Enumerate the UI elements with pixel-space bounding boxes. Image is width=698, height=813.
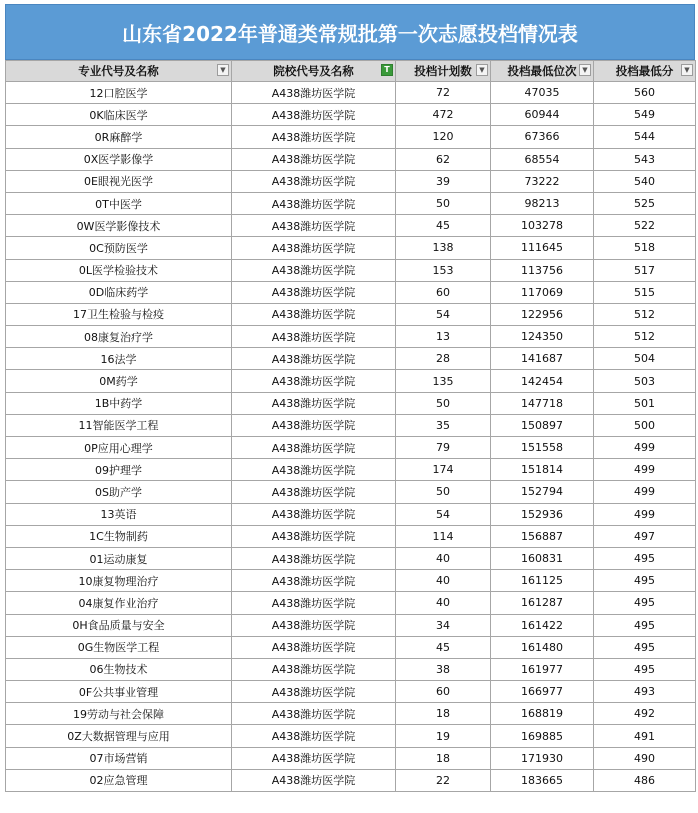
school-cell[interactable]: A438潍坊医学院 bbox=[232, 148, 396, 170]
sheet-title: 山东省2022年普通类常规批第一次志愿投档情况表 bbox=[5, 4, 695, 60]
min-score-cell[interactable]: 499 bbox=[594, 481, 696, 503]
major-cell[interactable]: 0S助产学 bbox=[6, 481, 232, 503]
plan-count-cell[interactable]: 13 bbox=[396, 326, 491, 348]
plan-count-cell[interactable]: 28 bbox=[396, 348, 491, 370]
school-cell[interactable]: A438潍坊医学院 bbox=[232, 570, 396, 592]
major-cell[interactable]: 16法学 bbox=[6, 348, 232, 370]
min-score-cell[interactable]: 493 bbox=[594, 681, 696, 703]
school-cell[interactable]: A438潍坊医学院 bbox=[232, 326, 396, 348]
filter-active-icon[interactable]: T bbox=[381, 64, 393, 76]
school-cell[interactable]: A438潍坊医学院 bbox=[232, 747, 396, 769]
min-score-cell[interactable]: 500 bbox=[594, 414, 696, 436]
school-cell[interactable]: A438潍坊医学院 bbox=[232, 259, 396, 281]
school-cell[interactable]: A438潍坊医学院 bbox=[232, 503, 396, 525]
school-cell[interactable]: A438潍坊医学院 bbox=[232, 614, 396, 636]
plan-count-cell[interactable]: 38 bbox=[396, 658, 491, 680]
min-rank-cell[interactable]: 113756 bbox=[491, 259, 594, 281]
table-row bbox=[6, 192, 696, 214]
school-cell[interactable]: A438潍坊医学院 bbox=[232, 681, 396, 703]
min-score-cell[interactable]: 495 bbox=[594, 636, 696, 658]
table-row bbox=[6, 414, 696, 436]
plan-count-cell[interactable]: 60 bbox=[396, 281, 491, 303]
table-row bbox=[6, 681, 696, 703]
min-rank-cell[interactable]: 161125 bbox=[491, 570, 594, 592]
major-cell[interactable]: 0D临床药学 bbox=[6, 281, 232, 303]
table-row bbox=[6, 170, 696, 192]
table-row bbox=[6, 592, 696, 614]
min-rank-cell[interactable]: 160831 bbox=[491, 547, 594, 569]
table-row bbox=[6, 525, 696, 547]
min-rank-cell[interactable]: 73222 bbox=[491, 170, 594, 192]
min-score-cell[interactable]: 491 bbox=[594, 725, 696, 747]
major-cell[interactable]: 0C预防医学 bbox=[6, 237, 232, 259]
school-cell[interactable]: A438潍坊医学院 bbox=[232, 437, 396, 459]
school-cell[interactable]: A438潍坊医学院 bbox=[232, 82, 396, 104]
table-row bbox=[6, 259, 696, 281]
min-rank-cell[interactable]: 169885 bbox=[491, 725, 594, 747]
major-cell[interactable]: 0T中医学 bbox=[6, 192, 232, 214]
plan-count-cell[interactable]: 19 bbox=[396, 725, 491, 747]
min-score-cell[interactable]: 495 bbox=[594, 614, 696, 636]
min-rank-cell[interactable]: 142454 bbox=[491, 370, 594, 392]
school-cell[interactable]: A438潍坊医学院 bbox=[232, 636, 396, 658]
school-cell[interactable]: A438潍坊医学院 bbox=[232, 592, 396, 614]
major-cell[interactable]: 04康复作业治疗 bbox=[6, 592, 232, 614]
school-cell[interactable]: A438潍坊医学院 bbox=[232, 192, 396, 214]
min-score-cell[interactable]: 486 bbox=[594, 769, 696, 791]
min-score-cell[interactable]: 499 bbox=[594, 459, 696, 481]
table-row bbox=[6, 104, 696, 126]
major-column-header bbox=[6, 61, 232, 82]
plan-count-cell[interactable]: 40 bbox=[396, 592, 491, 614]
plan-count-cell[interactable]: 50 bbox=[396, 481, 491, 503]
table-row bbox=[6, 547, 696, 569]
min-rank-cell[interactable]: 166977 bbox=[491, 681, 594, 703]
min-rank-cell[interactable]: 152794 bbox=[491, 481, 594, 503]
major-cell[interactable]: 1C生物制药 bbox=[6, 525, 232, 547]
filter-dropdown-icon[interactable]: ▼ bbox=[217, 64, 229, 76]
min-rank-cell[interactable]: 161977 bbox=[491, 658, 594, 680]
major-cell[interactable]: 0L医学检验技术 bbox=[6, 259, 232, 281]
table-row bbox=[6, 437, 696, 459]
min-rank-cell[interactable]: 150897 bbox=[491, 414, 594, 436]
table-row bbox=[6, 614, 696, 636]
major-cell[interactable]: 0K临床医学 bbox=[6, 104, 232, 126]
school-cell[interactable]: A438潍坊医学院 bbox=[232, 769, 396, 791]
min-rank-cell[interactable]: 171930 bbox=[491, 747, 594, 769]
plan-count-cell[interactable]: 54 bbox=[396, 303, 491, 325]
min-score-cell[interactable]: 512 bbox=[594, 303, 696, 325]
min-score-cell[interactable]: 499 bbox=[594, 437, 696, 459]
min-score-cell[interactable]: 495 bbox=[594, 658, 696, 680]
min-score-cell[interactable]: 492 bbox=[594, 703, 696, 725]
table-row bbox=[6, 392, 696, 414]
major-cell[interactable]: 01运动康复 bbox=[6, 547, 232, 569]
min-rank-column-header bbox=[491, 61, 594, 82]
table-body bbox=[6, 82, 696, 792]
plan-count-cell[interactable]: 39 bbox=[396, 170, 491, 192]
min-rank-cell[interactable]: 161480 bbox=[491, 636, 594, 658]
major-cell[interactable]: 10康复物理治疗 bbox=[6, 570, 232, 592]
school-cell[interactable]: A438潍坊医学院 bbox=[232, 215, 396, 237]
filter-dropdown-icon[interactable]: ▼ bbox=[579, 64, 591, 76]
school-cell[interactable]: A438潍坊医学院 bbox=[232, 237, 396, 259]
table-row bbox=[6, 636, 696, 658]
table-row bbox=[6, 703, 696, 725]
school-cell[interactable]: A438潍坊医学院 bbox=[232, 481, 396, 503]
min-rank-cell[interactable]: 168819 bbox=[491, 703, 594, 725]
school-cell[interactable]: A438潍坊医学院 bbox=[232, 547, 396, 569]
table-row bbox=[6, 237, 696, 259]
min-rank-cell[interactable]: 67366 bbox=[491, 126, 594, 148]
min-score-cell[interactable]: 517 bbox=[594, 259, 696, 281]
header-row bbox=[6, 61, 696, 82]
plan-count-cell[interactable]: 79 bbox=[396, 437, 491, 459]
major-cell[interactable]: 08康复治疗学 bbox=[6, 326, 232, 348]
column-header-label: 投档计划数 bbox=[414, 64, 472, 78]
table-row bbox=[6, 215, 696, 237]
major-cell[interactable]: 0E眼视光医学 bbox=[6, 170, 232, 192]
table-row bbox=[6, 303, 696, 325]
major-cell[interactable]: 0M药学 bbox=[6, 370, 232, 392]
major-cell[interactable]: 06生物技术 bbox=[6, 658, 232, 680]
min-score-cell[interactable]: 499 bbox=[594, 503, 696, 525]
min-score-cell[interactable]: 495 bbox=[594, 570, 696, 592]
plan-count-cell[interactable]: 114 bbox=[396, 525, 491, 547]
min-rank-cell[interactable]: 122956 bbox=[491, 303, 594, 325]
table-row bbox=[6, 348, 696, 370]
table-row bbox=[6, 326, 696, 348]
school-cell[interactable]: A438潍坊医学院 bbox=[232, 392, 396, 414]
major-cell[interactable]: 0R麻醉学 bbox=[6, 126, 232, 148]
table-row bbox=[6, 725, 696, 747]
table-row bbox=[6, 281, 696, 303]
min-score-cell[interactable]: 503 bbox=[594, 370, 696, 392]
min-score-cell[interactable]: 522 bbox=[594, 215, 696, 237]
school-cell[interactable]: A438潍坊医学院 bbox=[232, 370, 396, 392]
column-header-label: 投档最低位次 bbox=[507, 64, 577, 78]
table-row bbox=[6, 503, 696, 525]
table-row bbox=[6, 126, 696, 148]
major-cell[interactable]: 02应急管理 bbox=[6, 769, 232, 791]
major-cell[interactable]: 0X医学影像学 bbox=[6, 148, 232, 170]
min-score-cell[interactable]: 540 bbox=[594, 170, 696, 192]
school-cell[interactable]: A438潍坊医学院 bbox=[232, 281, 396, 303]
plan-count-cell[interactable]: 35 bbox=[396, 414, 491, 436]
spreadsheet bbox=[5, 4, 695, 792]
school-cell[interactable]: A438潍坊医学院 bbox=[232, 348, 396, 370]
school-cell[interactable]: A438潍坊医学院 bbox=[232, 459, 396, 481]
plan-count-cell[interactable]: 18 bbox=[396, 703, 491, 725]
plan-count-cell[interactable]: 40 bbox=[396, 547, 491, 569]
school-cell[interactable]: A438潍坊医学院 bbox=[232, 725, 396, 747]
min-score-cell[interactable]: 512 bbox=[594, 326, 696, 348]
min-score-cell[interactable]: 515 bbox=[594, 281, 696, 303]
min-score-column-header bbox=[594, 61, 696, 82]
plan-count-cell[interactable]: 472 bbox=[396, 104, 491, 126]
major-cell[interactable]: 0Z大数据管理与应用 bbox=[6, 725, 232, 747]
major-cell[interactable]: 17卫生检验与检疫 bbox=[6, 303, 232, 325]
min-rank-cell[interactable]: 152936 bbox=[491, 503, 594, 525]
min-score-cell[interactable]: 497 bbox=[594, 525, 696, 547]
min-rank-cell[interactable]: 98213 bbox=[491, 192, 594, 214]
major-cell[interactable]: 07市场营销 bbox=[6, 747, 232, 769]
table-row bbox=[6, 570, 696, 592]
plan-count-cell[interactable]: 60 bbox=[396, 681, 491, 703]
plan-count-cell[interactable]: 34 bbox=[396, 614, 491, 636]
school-cell[interactable]: A438潍坊医学院 bbox=[232, 126, 396, 148]
table-row bbox=[6, 370, 696, 392]
plan-count-cell[interactable]: 40 bbox=[396, 570, 491, 592]
min-rank-cell[interactable]: 147718 bbox=[491, 392, 594, 414]
table-row bbox=[6, 658, 696, 680]
min-score-cell[interactable]: 543 bbox=[594, 148, 696, 170]
filter-dropdown-icon[interactable]: ▼ bbox=[476, 64, 488, 76]
min-rank-cell[interactable]: 151814 bbox=[491, 459, 594, 481]
major-cell[interactable]: 0F公共事业管理 bbox=[6, 681, 232, 703]
min-score-cell[interactable]: 495 bbox=[594, 547, 696, 569]
major-cell[interactable]: 12口腔医学 bbox=[6, 82, 232, 104]
school-cell[interactable]: A438潍坊医学院 bbox=[232, 414, 396, 436]
major-cell[interactable]: 0P应用心理学 bbox=[6, 437, 232, 459]
plan-count-cell[interactable]: 45 bbox=[396, 215, 491, 237]
min-score-cell[interactable]: 518 bbox=[594, 237, 696, 259]
school-cell[interactable]: A438潍坊医学院 bbox=[232, 525, 396, 547]
plan-count-cell[interactable]: 153 bbox=[396, 259, 491, 281]
min-score-cell[interactable]: 549 bbox=[594, 104, 696, 126]
plan-count-cell[interactable]: 72 bbox=[396, 82, 491, 104]
min-rank-cell[interactable]: 161287 bbox=[491, 592, 594, 614]
major-cell[interactable]: 1B中药学 bbox=[6, 392, 232, 414]
major-cell[interactable]: 19劳动与社会保障 bbox=[6, 703, 232, 725]
min-score-cell[interactable]: 490 bbox=[594, 747, 696, 769]
table-row bbox=[6, 481, 696, 503]
major-cell[interactable]: 11智能医学工程 bbox=[6, 414, 232, 436]
plan-count-cell[interactable]: 18 bbox=[396, 747, 491, 769]
min-score-cell[interactable]: 501 bbox=[594, 392, 696, 414]
min-rank-cell[interactable]: 60944 bbox=[491, 104, 594, 126]
table-row bbox=[6, 769, 696, 791]
column-header-label: 专业代号及名称 bbox=[78, 64, 159, 78]
major-cell[interactable]: 0W医学影像技术 bbox=[6, 215, 232, 237]
min-rank-cell[interactable]: 151558 bbox=[491, 437, 594, 459]
major-cell[interactable]: 13英语 bbox=[6, 503, 232, 525]
major-cell[interactable]: 0G生物医学工程 bbox=[6, 636, 232, 658]
plan-count-cell[interactable]: 50 bbox=[396, 392, 491, 414]
plan-count-cell[interactable]: 138 bbox=[396, 237, 491, 259]
min-score-cell[interactable]: 504 bbox=[594, 348, 696, 370]
min-rank-cell[interactable]: 68554 bbox=[491, 148, 594, 170]
school-cell[interactable]: A438潍坊医学院 bbox=[232, 703, 396, 725]
table-row bbox=[6, 459, 696, 481]
plan-count-cell[interactable]: 135 bbox=[396, 370, 491, 392]
min-rank-cell[interactable]: 47035 bbox=[491, 82, 594, 104]
min-rank-cell[interactable]: 117069 bbox=[491, 281, 594, 303]
min-score-cell[interactable]: 525 bbox=[594, 192, 696, 214]
admission-table bbox=[5, 60, 696, 792]
major-cell[interactable]: 0H食品质量与安全 bbox=[6, 614, 232, 636]
school-cell[interactable]: A438潍坊医学院 bbox=[232, 104, 396, 126]
min-rank-cell[interactable]: 103278 bbox=[491, 215, 594, 237]
column-header-label: 投档最低分 bbox=[615, 64, 674, 78]
min-rank-cell[interactable]: 183665 bbox=[491, 769, 594, 791]
min-rank-cell[interactable]: 141687 bbox=[491, 348, 594, 370]
min-score-cell[interactable]: 560 bbox=[594, 82, 696, 104]
school-cell[interactable]: A438潍坊医学院 bbox=[232, 658, 396, 680]
plan-count-cell[interactable]: 54 bbox=[396, 503, 491, 525]
min-rank-cell[interactable]: 156887 bbox=[491, 525, 594, 547]
table-row bbox=[6, 747, 696, 769]
filter-dropdown-icon[interactable]: ▼ bbox=[681, 64, 693, 76]
school-cell[interactable]: A438潍坊医学院 bbox=[232, 303, 396, 325]
table-row bbox=[6, 148, 696, 170]
school-column-header bbox=[232, 61, 396, 82]
major-cell[interactable]: 09护理学 bbox=[6, 459, 232, 481]
table-header bbox=[6, 61, 696, 82]
school-cell[interactable]: A438潍坊医学院 bbox=[232, 170, 396, 192]
plan-count-cell[interactable]: 174 bbox=[396, 459, 491, 481]
plan-count-cell[interactable]: 22 bbox=[396, 769, 491, 791]
plan-count-cell[interactable]: 120 bbox=[396, 126, 491, 148]
table-row bbox=[6, 82, 696, 104]
column-header-label: 院校代号及名称 bbox=[273, 64, 354, 78]
plan-count-cell[interactable]: 62 bbox=[396, 148, 491, 170]
plan-count-column-header bbox=[396, 61, 491, 82]
min-rank-cell[interactable]: 111645 bbox=[491, 237, 594, 259]
min-rank-cell[interactable]: 161422 bbox=[491, 614, 594, 636]
min-rank-cell[interactable]: 124350 bbox=[491, 326, 594, 348]
plan-count-cell[interactable]: 50 bbox=[396, 192, 491, 214]
min-score-cell[interactable]: 495 bbox=[594, 592, 696, 614]
plan-count-cell[interactable]: 45 bbox=[396, 636, 491, 658]
min-score-cell[interactable]: 544 bbox=[594, 126, 696, 148]
